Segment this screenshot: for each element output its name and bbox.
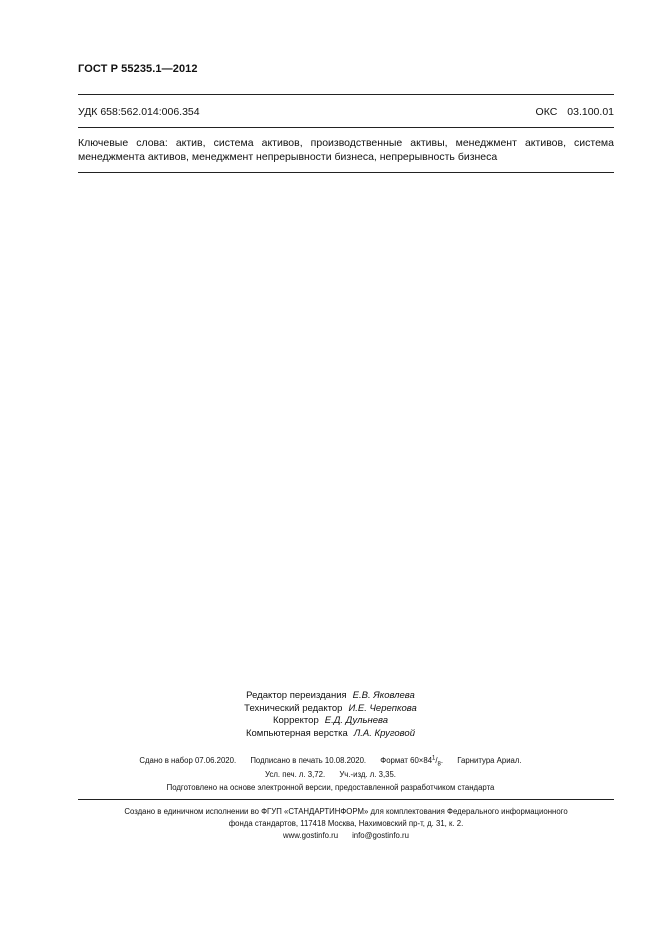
credit-proofreader [0,715,661,728]
footer-line-1: Создано в единичном исполнении во ФГУП «СТАНДАРТИНФОРМ» для комплектования Федерального информационного [124,807,568,816]
header-divider [78,94,614,95]
print-info-line-2 [0,768,661,782]
prepared-note: Подготовлено на основе электронной версии, предоставленной разработчиком стандарта [166,783,495,792]
print-info-line-1 [0,754,661,768]
credit-editor [0,690,661,703]
keywords-divider [78,172,614,173]
credit-name: И.Е. Черепкова [348,702,417,714]
classification-row [78,106,614,118]
print-info [0,754,661,795]
keywords-paragraph: Ключевые слова: актив, система активов, производственные активы, менеджмент активов, система менеджмента активов, менеджмент непрерывности бизнеса, непрерывность бизнеса [78,137,614,163]
credit-role: Компьютерная верстка [245,727,348,739]
credit-role: Редактор переиздания [246,690,347,701]
credit-tech-editor [0,703,661,716]
udk-code: УДК 658:562.014:006.354 [78,106,200,118]
paper-format [380,755,444,768]
format-slash: / [435,756,438,765]
print-date: Подписано в печать 10.08.2020. [250,756,367,765]
typeset-date: Сдано в набор 07.06.2020. [139,756,237,765]
credit-name: Л.А. Круговой [353,727,415,739]
format-prefix: Формат 60×84 [380,756,433,765]
editorial-credits [0,690,661,740]
format-sup: 1 [432,755,436,762]
oks-code [536,106,614,118]
oks-label: ОКС [535,106,558,118]
footer [78,806,614,842]
credit-role: Корректор [272,715,319,726]
classification-divider [78,127,614,128]
credit-role: Технический редактор [244,702,343,714]
format-suffix: . [440,756,444,765]
print-sheets: Усл. печ. л. 3,72. [265,769,326,779]
footer-divider [78,799,614,800]
publisher-sheets: Уч.-изд. л. 3,35. [339,769,396,779]
credit-name: Е.Д. Дульнева [324,715,389,726]
email-link[interactable]: info@gostinfo.ru [352,831,409,840]
credit-name: Е.В. Яковлева [352,690,415,701]
credit-layout [0,728,661,741]
website-link[interactable]: www.gostinfo.ru [283,831,339,840]
typeface: Гарнитура Ариал. [457,756,522,765]
footer-contacts [78,830,614,842]
format-sub: 8 [437,761,441,768]
oks-value: 03.100.01 [567,106,614,118]
footer-line-2: фонда стандартов, 117418 Москва, Нахимовский пр-т, д. 31, к. 2. [228,819,464,828]
standard-code: ГОСТ Р 55235.1—2012 [78,63,198,75]
